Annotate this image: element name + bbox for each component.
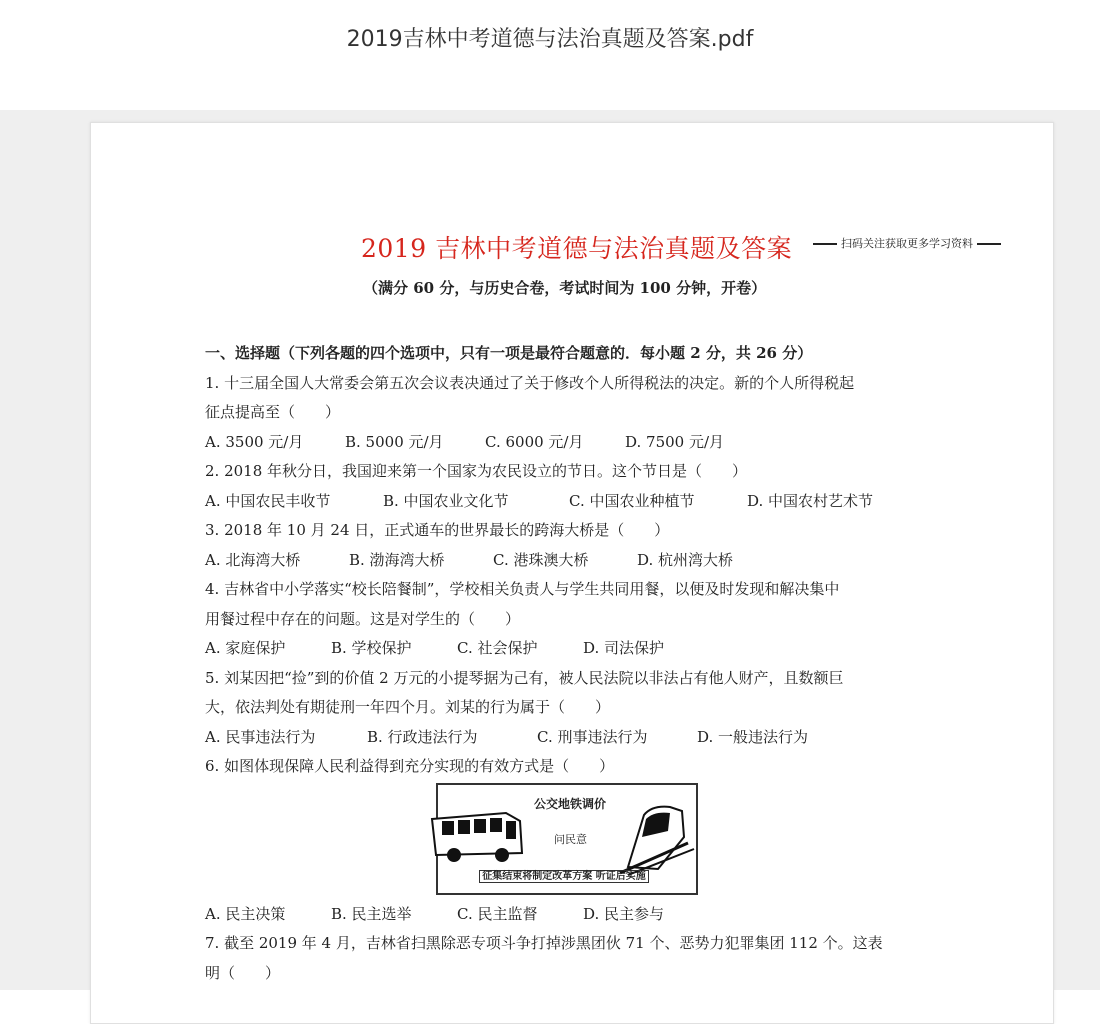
options-row — [205, 900, 1035, 930]
option: B. 渤海湾大桥 — [349, 550, 445, 569]
scan-note: 扫码关注获取更多学习资料 — [809, 235, 1005, 251]
bus-icon — [428, 807, 528, 867]
option: A. 北海湾大桥 — [205, 550, 301, 569]
option: B. 5000 元/月 — [345, 432, 444, 451]
section-title: 一、选择题（下列各题的四个选项中，只有一项是最符合题意的．每小题 2 分，共 26 分） — [205, 344, 813, 362]
question-figure — [436, 783, 698, 895]
option: C. 6000 元/月 — [485, 432, 584, 451]
document-subtitle: （满分 60 分，与历史合卷，考试时间为 100 分钟，开卷） — [363, 279, 767, 297]
question-text: 明（ ） — [205, 963, 281, 982]
option: C. 社会保护 — [457, 639, 538, 657]
figure-title: 公交地铁调价 — [534, 797, 607, 811]
question-text: 用餐过程中存在的问题。这是对学生的（ ） — [205, 609, 521, 628]
pdf-page — [90, 122, 1054, 1024]
top-bar — [0, 0, 1100, 110]
document-title: 2019 吉林中考道德与法治真题及答案 — [361, 234, 793, 263]
option: A. 民事违法行为 — [205, 727, 316, 746]
question-text: 3. 2018 年 10 月 24 日，正式通车的世界最长的跨海大桥是（ ） — [205, 521, 670, 539]
options-row — [205, 487, 1035, 517]
option: D. 中国农村艺术节 — [747, 491, 874, 510]
question-text: 6. 如图体现保障人民利益得到充分实现的有效方式是（ ） — [205, 757, 615, 775]
option: A. 民主决策 — [205, 904, 286, 923]
option: A. 家庭保护 — [205, 639, 286, 657]
option: D. 司法保护 — [583, 639, 665, 657]
question-text: 2. 2018 年秋分日，我国迎来第一个国家为农民设立的节日。这个节日是（ ） — [205, 462, 748, 480]
question-text: 7. 截至 2019 年 4 月，吉林省扫黑除恶专项斗争打掉涉黑团伙 71 个、恶势力犯罪集团 112 个。这表 — [205, 934, 883, 952]
option: D. 一般违法行为 — [697, 727, 809, 746]
option: C. 民主监督 — [457, 904, 538, 923]
options-row — [205, 546, 1035, 576]
question-text: 5. 刘某因把“捡”到的价值 2 万元的小提琴据为己有，被人民法院以非法占有他人财产，且数额巨 — [205, 668, 844, 687]
question-text: 征点提高至（ ） — [205, 403, 341, 421]
file-title: 2019吉林中考道德与法治真题及答案.pdf — [346, 27, 754, 52]
train-icon — [618, 797, 698, 877]
figure-subtitle: 问民意 — [554, 833, 587, 846]
option: A. 中国农民丰收节 — [205, 491, 331, 510]
option: C. 港珠澳大桥 — [493, 550, 589, 569]
option: D. 7500 元/月 — [625, 432, 725, 451]
options-row — [205, 428, 1035, 458]
option: C. 中国农业种植节 — [569, 491, 695, 510]
question-text: 大，依法判处有期徒刑一年四个月。刘某的行为属于（ ） — [205, 698, 611, 716]
option: D. 民主参与 — [583, 904, 665, 923]
option: B. 民主选举 — [331, 904, 412, 923]
option: C. 刑事违法行为 — [537, 727, 648, 746]
option: B. 中国农业文化节 — [383, 491, 509, 510]
options-row — [205, 723, 1035, 753]
option: D. 杭州湾大桥 — [637, 550, 734, 569]
question-text: 1. 十三届全国人大常委会第五次会议表决通过了关于修改个人所得税法的决定。新的个人所得税起 — [205, 373, 855, 392]
option: A. 3500 元/月 — [205, 432, 304, 451]
figure-caption: 征集结束将制定改革方案 听证后实施 — [444, 867, 684, 882]
option: B. 学校保护 — [331, 639, 412, 657]
options-row — [205, 634, 1035, 664]
question-text: 4. 吉林省中小学落实“校长陪餐制”，学校相关负责人与学生共同用餐，以便及时发现和解决集中 — [205, 580, 840, 598]
option: B. 行政违法行为 — [367, 727, 478, 746]
